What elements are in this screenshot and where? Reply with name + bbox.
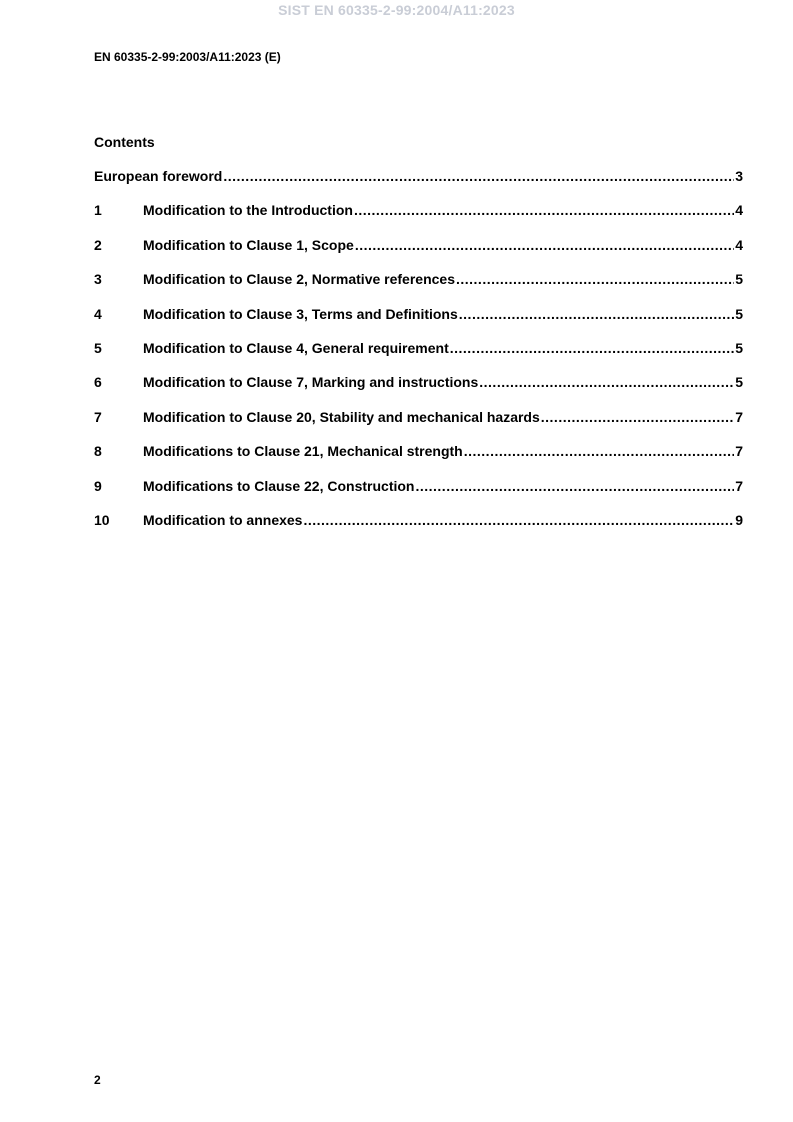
- toc-entry-number: 2: [94, 236, 102, 253]
- toc-entry-page: 9: [735, 511, 743, 528]
- toc-entry-9[interactable]: [94, 478, 743, 512]
- toc-entry-title: European foreword: [94, 168, 223, 184]
- toc-entry-page: 5: [735, 374, 743, 391]
- toc-entry-title: Modification to annexes: [143, 511, 303, 528]
- toc-entry-number: 9: [94, 477, 102, 494]
- page-number: 2: [94, 1073, 101, 1087]
- toc-entry-number: 7: [94, 408, 102, 425]
- toc-entry-page: 7: [735, 477, 743, 494]
- toc-entry-page: 4: [735, 236, 743, 253]
- toc-leader-dots: [464, 443, 734, 459]
- toc-entry-title: Modification to Clause 7, Marking and instructions: [143, 374, 479, 391]
- toc-leader-dots: [479, 374, 734, 390]
- toc-entry-title: Modification to Clause 4, General requirement: [143, 339, 449, 356]
- toc-entry-title: Modifications to Clause 22, Construction: [143, 477, 415, 494]
- toc-entry-number: 10: [94, 511, 110, 528]
- document-identifier: EN 60335-2-99:2003/A11:2023 (E): [94, 50, 281, 64]
- toc-entry-page: 5: [735, 305, 743, 322]
- toc-entry-title: Modification to Clause 20, Stability and mechanical hazards: [143, 408, 540, 425]
- toc-leader-dots: [459, 306, 734, 322]
- toc-entry-title: Modification to Clause 3, Terms and Definitions: [143, 305, 458, 322]
- toc-entry-page: 4: [735, 202, 743, 219]
- toc-entry-title: Modification to Clause 1, Scope: [143, 236, 354, 253]
- toc-entry-8[interactable]: [94, 443, 743, 477]
- toc-entry-page: 5: [735, 271, 743, 288]
- toc-entry-3[interactable]: [94, 271, 743, 305]
- toc-entry-5[interactable]: [94, 340, 743, 374]
- toc-leader-dots: [450, 340, 734, 356]
- toc-entry-10[interactable]: [94, 512, 743, 546]
- toc-entry-1[interactable]: [94, 202, 743, 236]
- toc-leader-dots: [223, 168, 734, 184]
- toc-entry-page: 7: [735, 408, 743, 425]
- toc-entry-title: Modification to the Introduction: [143, 202, 353, 219]
- toc-entry-page: 5: [735, 339, 743, 356]
- toc-entry-title: Modifications to Clause 21, Mechanical strength: [143, 443, 463, 460]
- toc-entry-number: 3: [94, 271, 102, 288]
- toc-entry-number: 8: [94, 443, 102, 460]
- toc-entry-page: 7: [735, 443, 743, 460]
- toc-entry-page: 3: [735, 168, 743, 184]
- toc-entry-number: 6: [94, 374, 102, 391]
- toc-entry-2[interactable]: [94, 237, 743, 271]
- watermark: SIST EN 60335-2-99:2004/A11:2023: [278, 2, 515, 18]
- toc-entry-7[interactable]: [94, 409, 743, 443]
- contents-heading: Contents: [94, 134, 155, 150]
- toc-leader-dots: [303, 512, 734, 528]
- toc-entry-european-foreword[interactable]: [94, 168, 743, 202]
- toc-entry-number: 4: [94, 305, 102, 322]
- toc-leader-dots: [541, 409, 734, 425]
- toc-entry-number: 5: [94, 339, 102, 356]
- toc-entry-4[interactable]: [94, 306, 743, 340]
- toc-entry-number: 1: [94, 202, 102, 219]
- toc-leader-dots: [456, 271, 734, 287]
- table-of-contents: [94, 168, 743, 546]
- toc-leader-dots: [355, 237, 734, 253]
- toc-leader-dots: [415, 478, 734, 494]
- toc-entry-6[interactable]: [94, 374, 743, 408]
- toc-entry-title: Modification to Clause 2, Normative references: [143, 271, 455, 288]
- toc-leader-dots: [354, 202, 734, 218]
